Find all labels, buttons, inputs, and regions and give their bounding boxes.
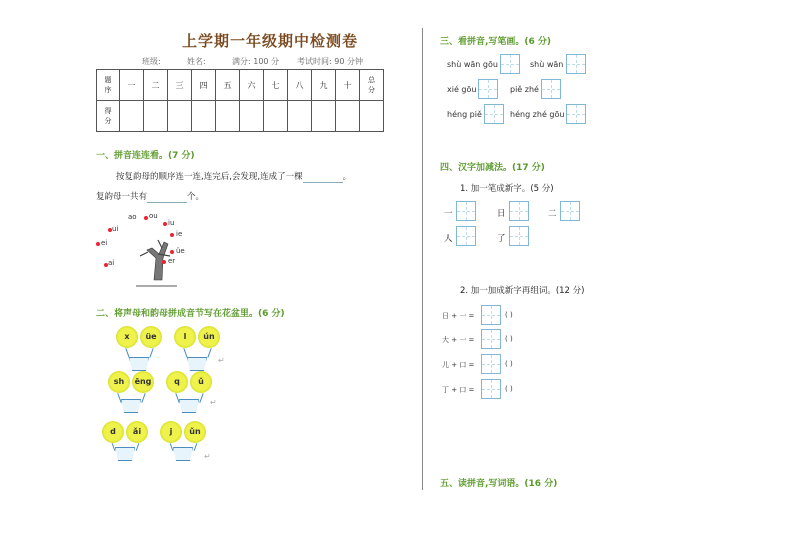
- vowel-dot[interactable]: [96, 242, 100, 246]
- char-label: 日: [497, 209, 506, 219]
- writing-grid[interactable]: [509, 201, 529, 221]
- pinyin-label: piě zhé: [510, 85, 539, 94]
- word-blank[interactable]: ( ): [505, 360, 513, 368]
- table-cell: 六: [240, 70, 264, 101]
- writing-grid[interactable]: [456, 201, 476, 221]
- section1-text-line2: 复韵母一共有 个。: [96, 192, 205, 202]
- flower-final: ǔn: [184, 421, 206, 443]
- flower-final: ún: [198, 326, 220, 348]
- pinyin-label: xié gōu: [447, 85, 477, 94]
- flower-pot[interactable]: [173, 447, 193, 461]
- score-input-cell[interactable]: [312, 101, 336, 132]
- table-cell: 五: [216, 70, 240, 101]
- equation-label: 大 + 一 =: [442, 336, 475, 344]
- score-input-cell[interactable]: [264, 101, 288, 132]
- exam-time-label: 考试时间: 90 分钟: [297, 57, 363, 66]
- flower-final: ǔ: [190, 371, 212, 393]
- table-header-cell: 得 分: [97, 101, 120, 132]
- vowel-label: ai: [108, 259, 115, 267]
- table-cell: 四: [192, 70, 216, 101]
- name-label: 姓名:: [187, 57, 206, 66]
- vowel-label: üe: [176, 247, 185, 255]
- table-cell: 二: [144, 70, 168, 101]
- writing-grid[interactable]: [500, 54, 520, 74]
- equation-label: 日 + 一 =: [442, 312, 475, 320]
- flower-initial: q: [166, 371, 188, 393]
- stem: [207, 348, 211, 358]
- word-blank[interactable]: ( ): [505, 311, 513, 319]
- flower-final: ǎi: [126, 421, 148, 443]
- section3-heading: 三、看拼音,写笔画。(6 分): [440, 37, 552, 47]
- vowel-label: ou: [149, 212, 158, 220]
- flower-final: üe: [140, 326, 162, 348]
- word-blank[interactable]: ( ): [505, 335, 513, 343]
- equation-label: 儿 + 口 =: [442, 361, 475, 369]
- stem: [117, 393, 121, 403]
- stem: [136, 443, 140, 451]
- writing-grid[interactable]: [456, 226, 476, 246]
- full-score-label: 满分: 100 分: [232, 57, 280, 66]
- writing-grid[interactable]: [481, 329, 501, 349]
- stem: [170, 443, 174, 451]
- table-cell: 一: [120, 70, 144, 101]
- word-blank[interactable]: ( ): [505, 385, 513, 393]
- table-cell: 九: [312, 70, 336, 101]
- writing-grid[interactable]: [566, 104, 586, 124]
- writing-grid[interactable]: [481, 354, 501, 374]
- pinyin-label: héng piě: [447, 110, 482, 119]
- section1-heading: 一、拼音连连看。(7 分): [96, 151, 195, 161]
- table-cell: 八: [288, 70, 312, 101]
- flower-initial: j: [160, 421, 182, 443]
- answer-blank[interactable]: [147, 192, 187, 203]
- section5-heading: 五、读拼音,写词语。(16 分): [440, 479, 558, 489]
- answer-blank[interactable]: [303, 172, 343, 183]
- vowel-label: iu: [168, 219, 175, 227]
- flower-pot[interactable]: [187, 357, 207, 371]
- stem: [183, 348, 187, 358]
- vowel-dot[interactable]: [163, 222, 167, 226]
- writing-grid[interactable]: [484, 104, 504, 124]
- vowel-label: ei: [101, 239, 108, 247]
- stem: [199, 393, 203, 403]
- table-header-cell: 总 分: [360, 70, 384, 101]
- stem: [175, 393, 179, 403]
- vowel-label: ie: [176, 230, 183, 238]
- char-label: 人: [444, 234, 453, 244]
- writing-grid[interactable]: [478, 79, 498, 99]
- stem: [112, 443, 116, 451]
- vowel-label: er: [168, 257, 176, 265]
- pinyin-label: héng zhé gōu: [510, 110, 565, 119]
- score-input-cell[interactable]: [360, 101, 384, 132]
- writing-grid[interactable]: [566, 54, 586, 74]
- stem: [194, 443, 198, 451]
- score-input-cell[interactable]: [144, 101, 168, 132]
- vowel-label: ao: [128, 213, 137, 221]
- flower-initial: l: [174, 326, 196, 348]
- flower-pot[interactable]: [121, 399, 141, 413]
- char-label: 一: [444, 209, 453, 219]
- class-label: 班级:: [142, 57, 161, 66]
- vowel-dot[interactable]: [144, 216, 148, 220]
- score-input-cell[interactable]: [168, 101, 192, 132]
- column-divider: [422, 28, 423, 490]
- char-label: 了: [497, 234, 506, 244]
- vowel-dot[interactable]: [162, 260, 166, 264]
- flower-initial: d: [102, 421, 124, 443]
- writing-grid[interactable]: [481, 305, 501, 325]
- score-input-cell[interactable]: [192, 101, 216, 132]
- score-input-cell[interactable]: [216, 101, 240, 132]
- flower-initial: x: [116, 326, 138, 348]
- table-cell: 七: [264, 70, 288, 101]
- pinyin-label: shù wān gōu: [447, 60, 498, 69]
- vowel-label: ui: [112, 225, 119, 233]
- table-header-cell: 题 序: [97, 70, 120, 101]
- section4-part1-label: 1. 加一笔成新字。(5 分): [460, 184, 554, 194]
- char-label: 二: [548, 209, 557, 219]
- flower-pot[interactable]: [129, 357, 149, 371]
- score-input-cell[interactable]: [336, 101, 360, 132]
- equation-label: 丁 + 口 =: [442, 386, 475, 394]
- section1-text-line1: 按复韵母的顺序连一连,连完后,会发现,连成了一棵 。: [116, 172, 352, 182]
- table-cell: 十: [336, 70, 360, 101]
- section2-heading: 二、将声母和韵母拼成音节写在花盆里。(6 分): [96, 309, 285, 319]
- writing-grid[interactable]: [541, 79, 561, 99]
- flower-final: ēng: [132, 371, 154, 393]
- vowel-dot[interactable]: [170, 250, 174, 254]
- return-mark: ↵: [210, 398, 217, 407]
- writing-grid[interactable]: [481, 379, 501, 399]
- score-input-cell[interactable]: [120, 101, 144, 132]
- flower-pot[interactable]: [179, 399, 199, 413]
- vowel-dot[interactable]: [170, 233, 174, 237]
- writing-grid[interactable]: [560, 201, 580, 221]
- pinyin-label: shù wān: [530, 60, 564, 69]
- stem: [141, 393, 145, 403]
- stem: [125, 348, 129, 358]
- flower-initial: sh: [108, 371, 130, 393]
- stem: [149, 348, 153, 358]
- score-input-cell[interactable]: [288, 101, 312, 132]
- score-table: [96, 69, 384, 132]
- page-title: 上学期一年级期中检测卷: [181, 32, 358, 50]
- section4-part2-label: 2. 加一加成新字再组词。(12 分): [460, 286, 585, 296]
- writing-grid[interactable]: [509, 226, 529, 246]
- return-mark: ↵: [218, 356, 225, 365]
- table-cell: 三: [168, 70, 192, 101]
- return-mark: ↵: [204, 452, 211, 461]
- section4-heading: 四、汉字加减法。(17 分): [440, 163, 545, 173]
- score-input-cell[interactable]: [240, 101, 264, 132]
- flower-pot[interactable]: [115, 447, 135, 461]
